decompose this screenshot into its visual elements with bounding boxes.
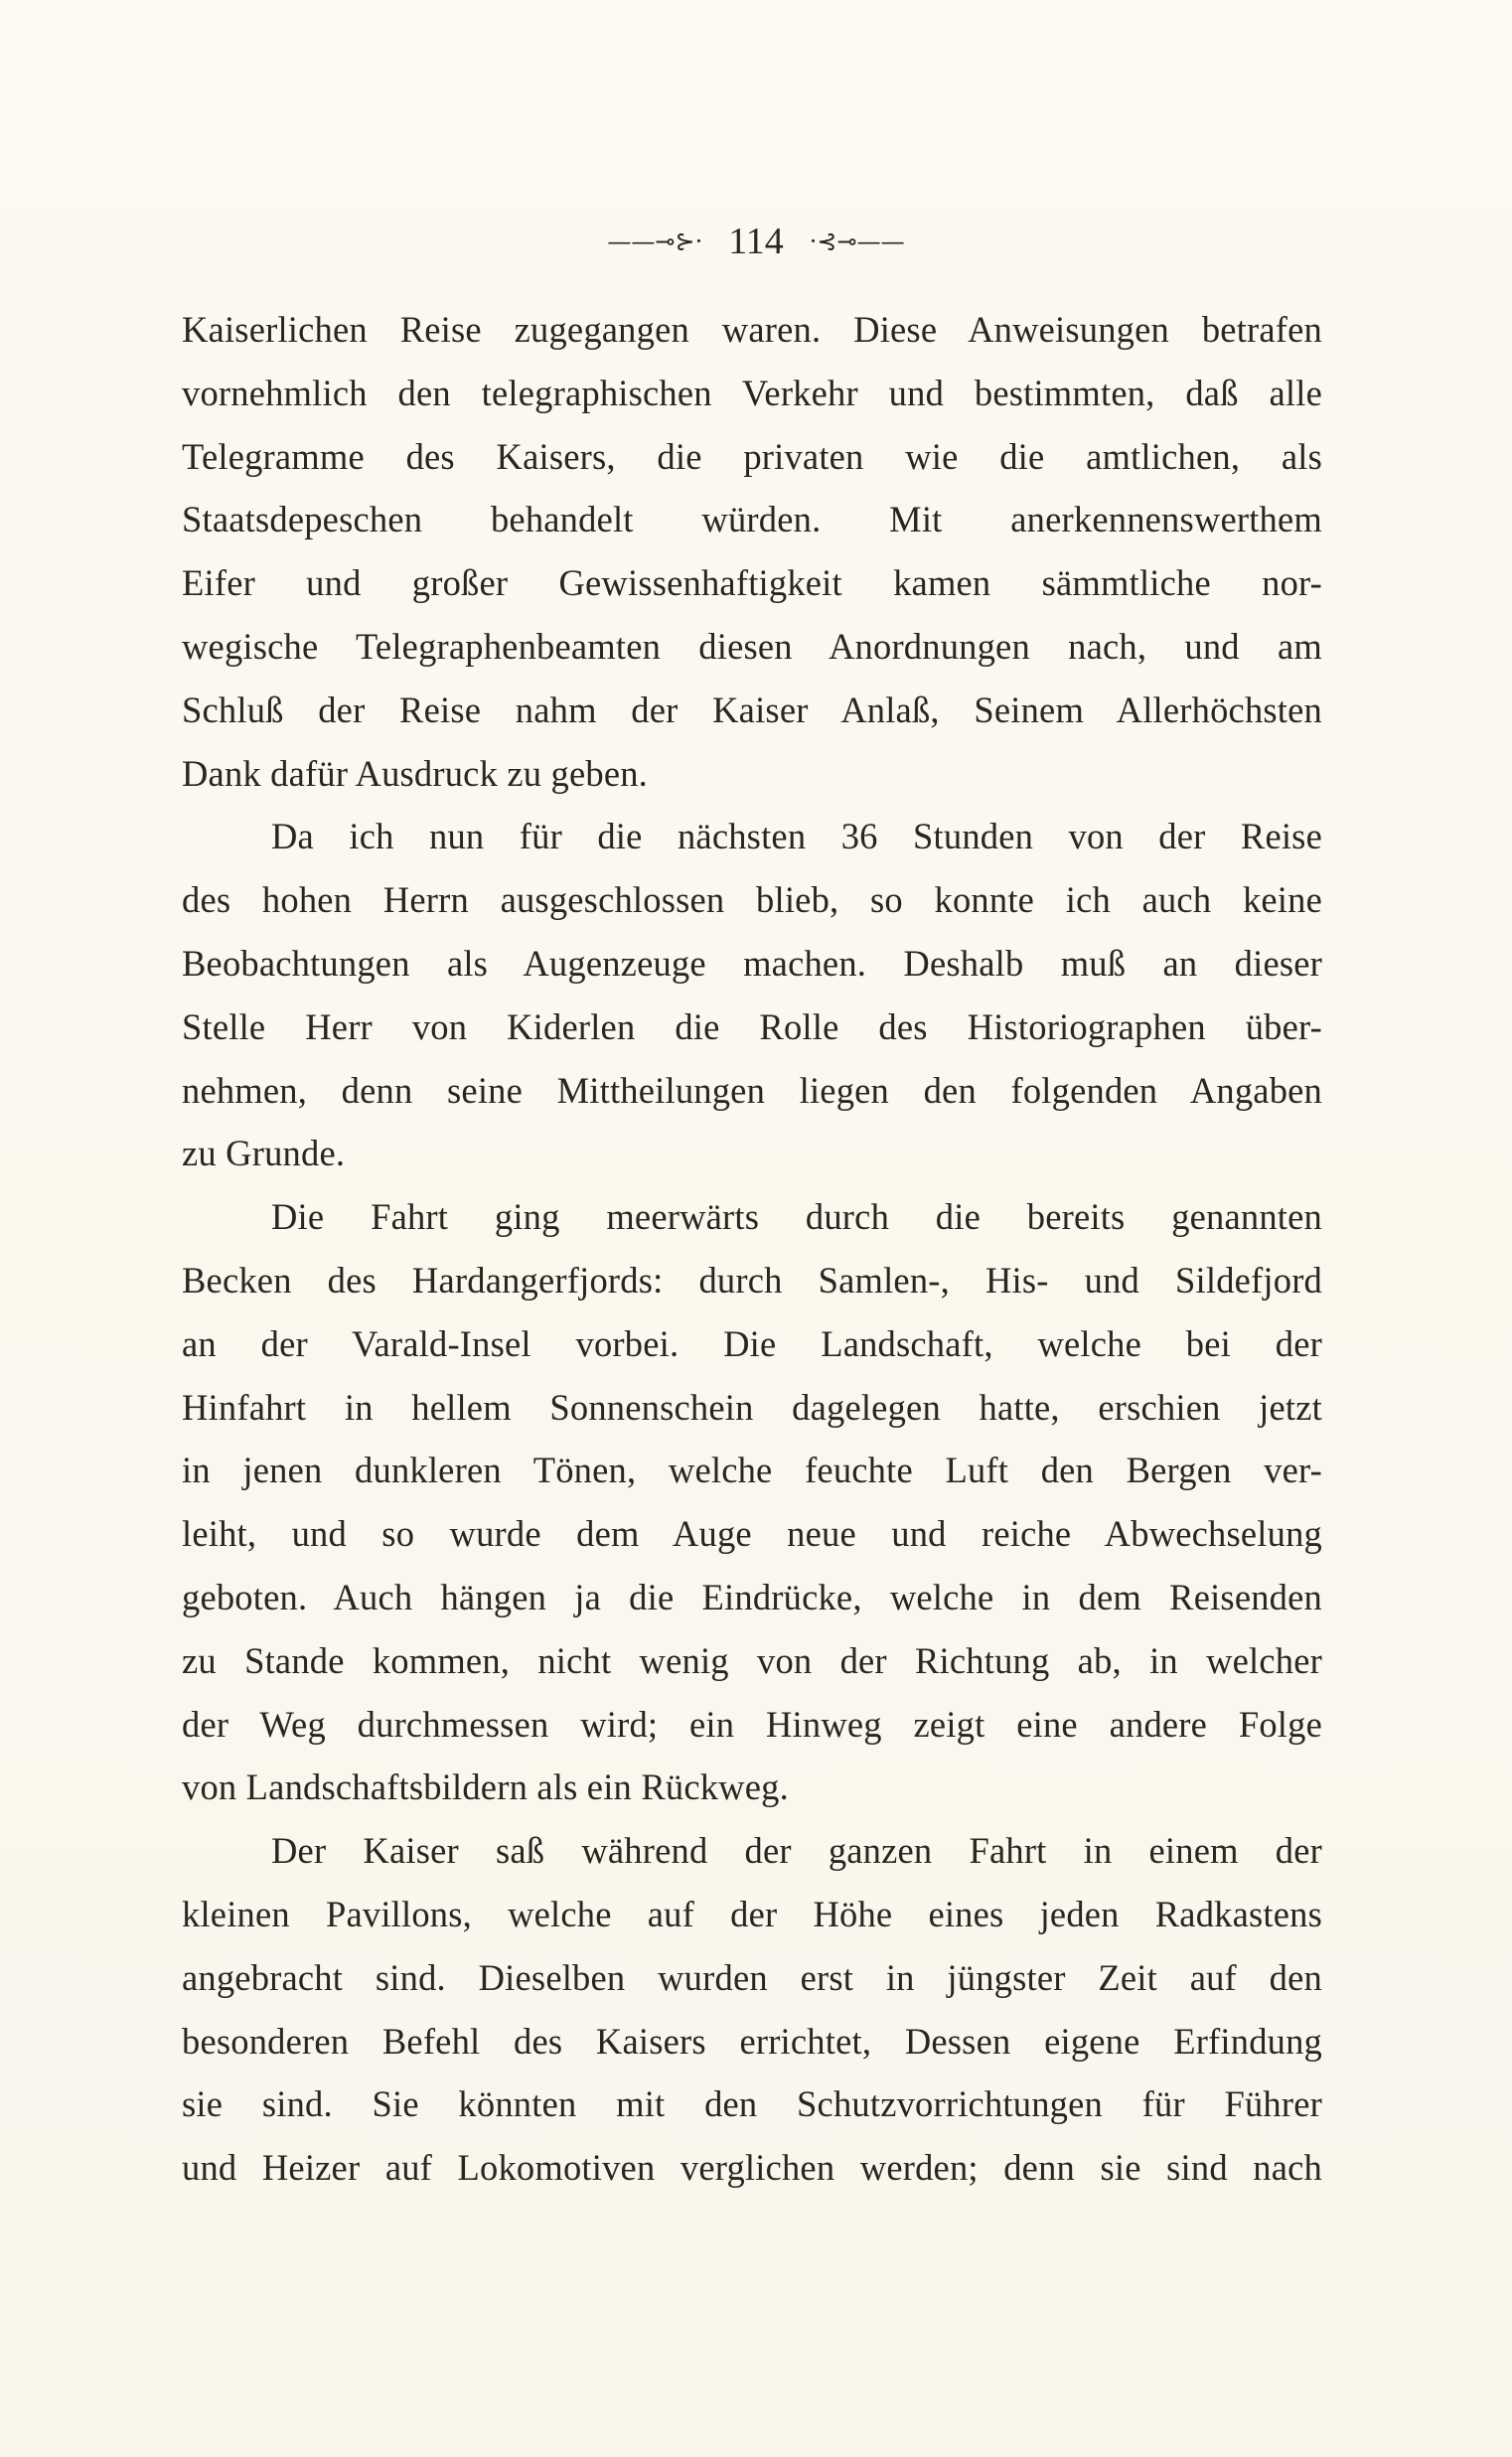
right-ornament: ·⊰⊸——	[809, 228, 905, 255]
text-line: geboten. Auch hängen ja die Eindrücke, welche in dem Reisenden	[182, 1576, 1322, 1617]
text-line: nehmen, denn seine Mittheilungen liegen den folgenden Angaben	[182, 1069, 1322, 1111]
text-line: von Landschaftsbildern als ein Rückweg.	[182, 1766, 789, 1808]
text-line: der Weg durchmessen wird; ein Hinweg zeigt eine andere Folge	[182, 1703, 1322, 1745]
text-line: Stelle Herr von Kiderlen die Rolle des Historiographen über-	[182, 1005, 1322, 1047]
page-header	[0, 217, 1512, 266]
text-line: und Heizer auf Lokomotiven verglichen werden; denn sie sind nach	[182, 2147, 1322, 2189]
text-line: Kaiserlichen Reise zugegangen waren. Diese Anweisungen betrafen	[182, 309, 1322, 350]
text-line: sie sind. Sie könnten mit den Schutzvorrichtungen für Führer	[182, 2083, 1322, 2125]
text-line: kleinen Pavillons, welche auf der Höhe eines jeden Radkastens	[182, 1893, 1322, 1934]
text-line: wegische Telegraphenbeamten diesen Anordnungen nach, und am	[182, 625, 1322, 667]
body-text	[182, 298, 1322, 2200]
text-line: Hinfahrt in hellem Sonnenschein dagelegen hatte, erschien jetzt	[182, 1386, 1322, 1428]
text-line: vornehmlich den telegraphischen Verkehr und bestimmten, daß alle	[182, 372, 1322, 413]
text-line: angebracht sind. Dieselben wurden erst in jüngster Zeit auf den	[182, 1956, 1322, 1998]
text-line: Schluß der Reise nahm der Kaiser Anlaß, Seinem Allerhöchsten	[182, 689, 1322, 730]
text-line: Da ich nun für die nächsten 36 Stunden von der Reise	[271, 816, 1322, 857]
text-line: Telegramme des Kaisers, die privaten wie die amtlichen, als	[182, 435, 1322, 477]
text-line: des hohen Herrn ausgeschlossen blieb, so konnte ich auch keine	[182, 879, 1322, 921]
text-line: Die Fahrt ging meerwärts durch die bereits genannten	[271, 1196, 1322, 1238]
text-line: Becken des Hardangerfjords: durch Samlen-, His- und Sildefjord	[182, 1259, 1322, 1301]
text-line: Beobachtungen als Augenzeuge machen. Deshalb muß an dieser	[182, 942, 1322, 984]
text-line: leiht, und so wurde dem Auge neue und reiche Abwechselung	[182, 1513, 1322, 1555]
left-ornament: ——⊸⊱·	[607, 228, 703, 255]
text-line: Eifer und großer Gewissenhaftigkeit kamen sämmtliche nor-	[182, 562, 1322, 604]
text-line: Der Kaiser saß während der ganzen Fahrt in einem der	[271, 1830, 1322, 1872]
text-line: Staatsdepeschen behandelt würden. Mit anerkennenswerthem	[182, 499, 1322, 540]
text-line: besonderen Befehl des Kaisers errichtet, Dessen eigene Erfindung	[182, 2020, 1322, 2062]
text-line: zu Stande kommen, nicht wenig von der Richtung ab, in welcher	[182, 1639, 1322, 1681]
text-line: Dank dafür Ausdruck zu geben.	[182, 752, 649, 794]
text-line: zu Grunde.	[182, 1133, 346, 1174]
page-number: 114	[728, 221, 784, 262]
text-line: an der Varald-Insel vorbei. Die Landschaft, welche bei der	[182, 1322, 1322, 1364]
text-line: in jenen dunkleren Tönen, welche feuchte Luft den Bergen ver-	[182, 1450, 1322, 1491]
